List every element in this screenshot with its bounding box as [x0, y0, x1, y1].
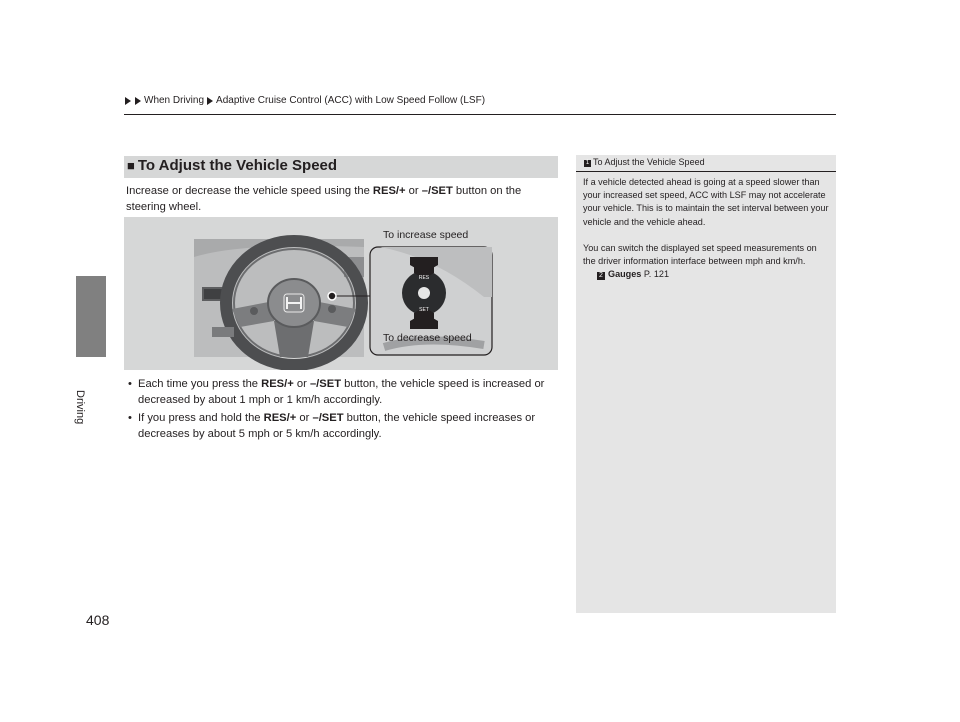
list-item	[126, 410, 558, 442]
section-title	[127, 157, 337, 174]
intro-text: button on the steering wheel.	[126, 185, 522, 213]
switch-res-label: RES	[418, 275, 430, 281]
breadcrumb-arrow-icon	[125, 97, 131, 105]
reference-page: P. 121	[641, 269, 670, 280]
leader-dot	[328, 292, 336, 300]
bullet-list	[126, 376, 558, 444]
intro-paragraph	[126, 183, 556, 215]
set-button-label: –/SET	[312, 412, 344, 424]
bullet-text: If you press and hold the	[138, 412, 264, 424]
air-vent-slats	[204, 289, 222, 299]
intro-text: Increase or decrease the vehicle speed using the	[126, 185, 373, 197]
chapter-label: Driving	[74, 390, 86, 425]
breadcrumb-arrow-icon	[207, 97, 213, 105]
bullet-marker: •	[128, 378, 132, 390]
side-note-rule	[576, 171, 836, 172]
right-spoke-button	[328, 305, 336, 313]
switch-set-label: SET	[419, 307, 429, 313]
callout-increase: To increase speed	[383, 229, 469, 241]
bullet-text: button, the vehicle speed is increased or decreased by about 1 mph or 1 km/h accordingly.	[138, 378, 545, 406]
left-spoke-button	[250, 307, 258, 315]
cross-reference-link[interactable]	[597, 268, 831, 281]
cruise-switch-center	[418, 287, 430, 299]
side-note-paragraph: If a vehicle detected ahead is going at a speed slower than your increased set speed, ACC with LSF may not accelerate your vehicle. This is to maintain the set interval between your vehicle and the vehicle ahead.	[583, 177, 829, 227]
steering-wheel-illustration	[124, 217, 558, 370]
steering-wheel-figure	[124, 217, 558, 370]
section-title-text: To Adjust the Vehicle Speed	[137, 157, 338, 174]
res-button-label: RES/+	[261, 378, 294, 390]
bullet-text: or	[293, 378, 310, 390]
switch-panel	[212, 327, 234, 337]
bullet-text: button, the vehicle speed increases or decreases by about 5 mph or 5 km/h accordingly.	[138, 412, 536, 440]
breadcrumb-item[interactable]: When Driving	[144, 95, 205, 106]
callout-decrease: To decrease speed	[383, 332, 472, 344]
bullet-text: or	[296, 412, 313, 424]
side-note-body	[583, 176, 831, 281]
bullet-text: Each time you press the	[138, 378, 262, 390]
set-button-label: –/SET	[421, 185, 453, 197]
section-marker-icon: ■	[127, 158, 135, 173]
set-button-label: –/SET	[309, 378, 342, 390]
bullet-marker: •	[128, 412, 132, 424]
breadcrumb	[124, 95, 485, 106]
intro-text: or	[405, 185, 422, 197]
reference-label: Gauges	[608, 269, 642, 280]
chapter-tab	[76, 276, 106, 357]
side-note-title-text: To Adjust the Vehicle Speed	[593, 157, 705, 167]
side-note-paragraph: You can switch the displayed set speed measurements on the driver information interface between mph and km/h.	[583, 242, 817, 267]
side-note-title	[584, 157, 705, 167]
list-item	[126, 376, 558, 408]
breadcrumb-arrow-icon	[135, 97, 141, 105]
res-button-label: RES/+	[263, 412, 297, 424]
header-rule	[124, 114, 836, 115]
note-marker-icon: 1	[585, 160, 590, 166]
page-number: 408	[86, 612, 110, 628]
reference-arrow-icon: 2	[597, 272, 605, 280]
breadcrumb-item[interactable]: Adaptive Cruise Control (ACC) with Low Speed Follow (LSF)	[216, 95, 486, 106]
res-button-label: RES/+	[372, 185, 406, 197]
